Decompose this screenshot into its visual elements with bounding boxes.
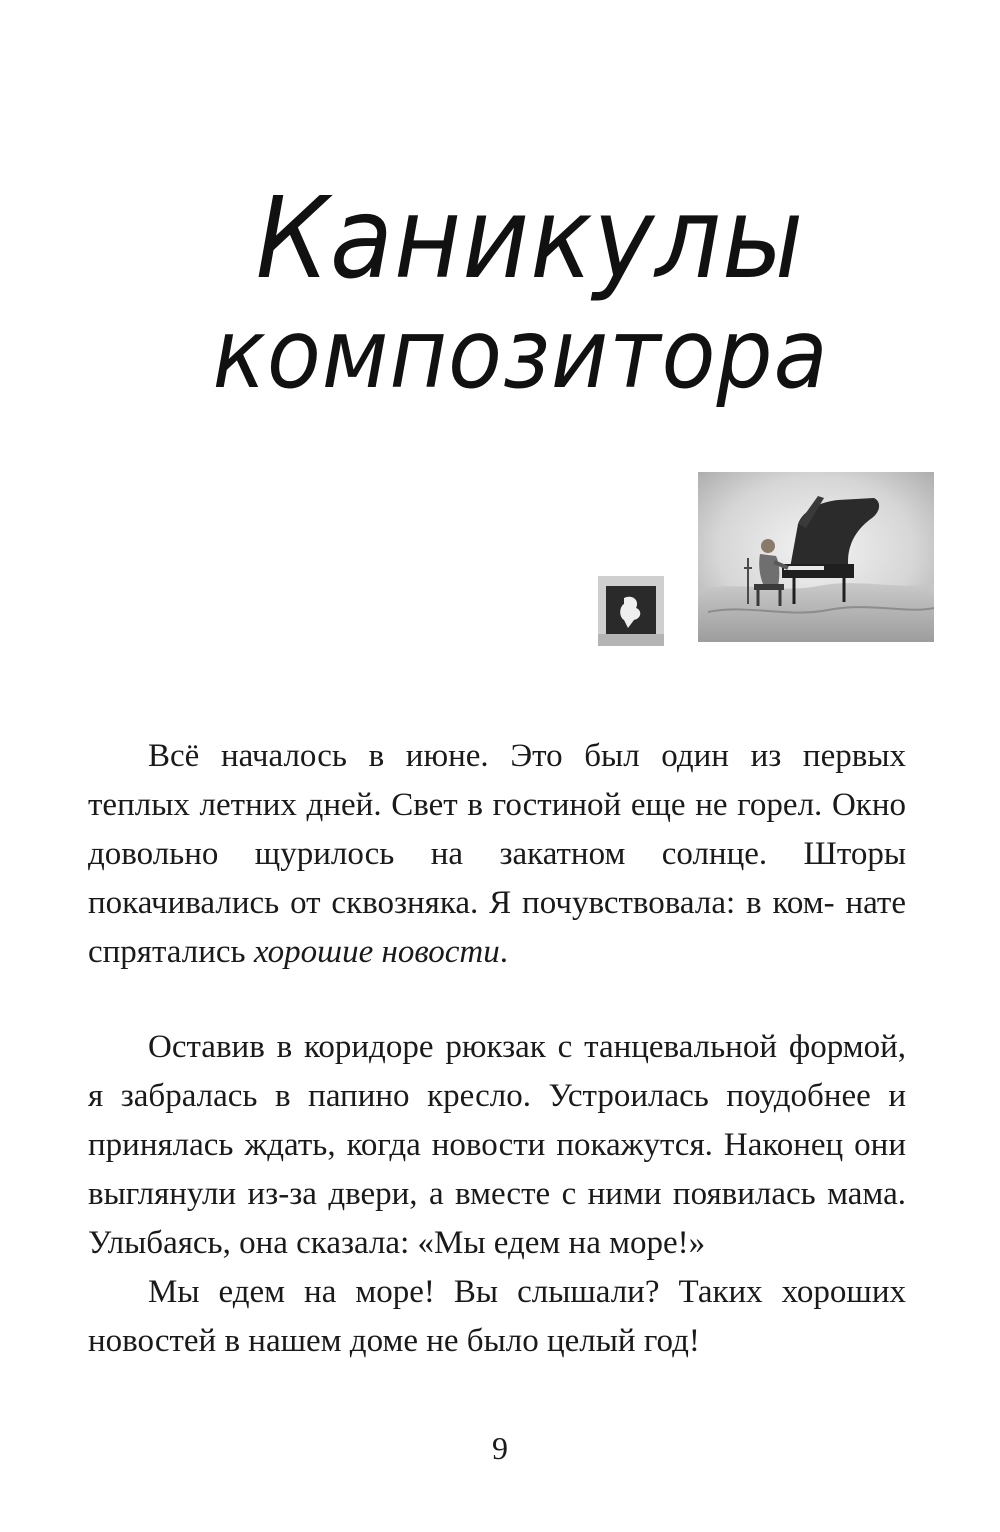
paragraph-3: Мы едем на море! Вы слышали? Таких хороших новостей в нашем доме не было целый год! [88,1274,906,1359]
chapter-title-line-1: Каникулы [255,174,805,304]
paragraph-1-line-1: Всё началось в июне. Это был один из первых [148,738,906,774]
paragraph-2: Оставив в коридоре рюкзак с танцевальной формой, я забралась в папино кресло. Устроилась поудобнее и принялась ждать, когда новости покажутся. Наконец они выглянули из-за двери, а вместе с ними появилась мама. Улыбаясь, она сказала: «Мы едем на море!» [88,1029,906,1261]
paragraph-1-end: . [499,934,508,970]
paragraph-1-line-2: теплых летних дней. Свет в гостиной еще не горел. [88,787,823,823]
page-number: 9 [492,1430,508,1466]
paragraph-1-line-4: покачивались от сквозняка. Я почувствовала: в ком- [88,885,835,921]
chapter-title [150,174,829,410]
chapter-title-line-2: композитора [212,298,829,410]
body-text [88,732,906,1366]
small-figure-illustration [598,576,664,646]
pianist-illustration [698,472,934,642]
paragraph-1-line-3: Окно довольно щурилось на закатном солнце. Шторы [88,787,906,872]
paragraph-1 [88,732,906,977]
paragraph-1-line-5: нате спрятались [88,885,906,970]
emphasis-good-news: хорошие новости [253,934,500,970]
